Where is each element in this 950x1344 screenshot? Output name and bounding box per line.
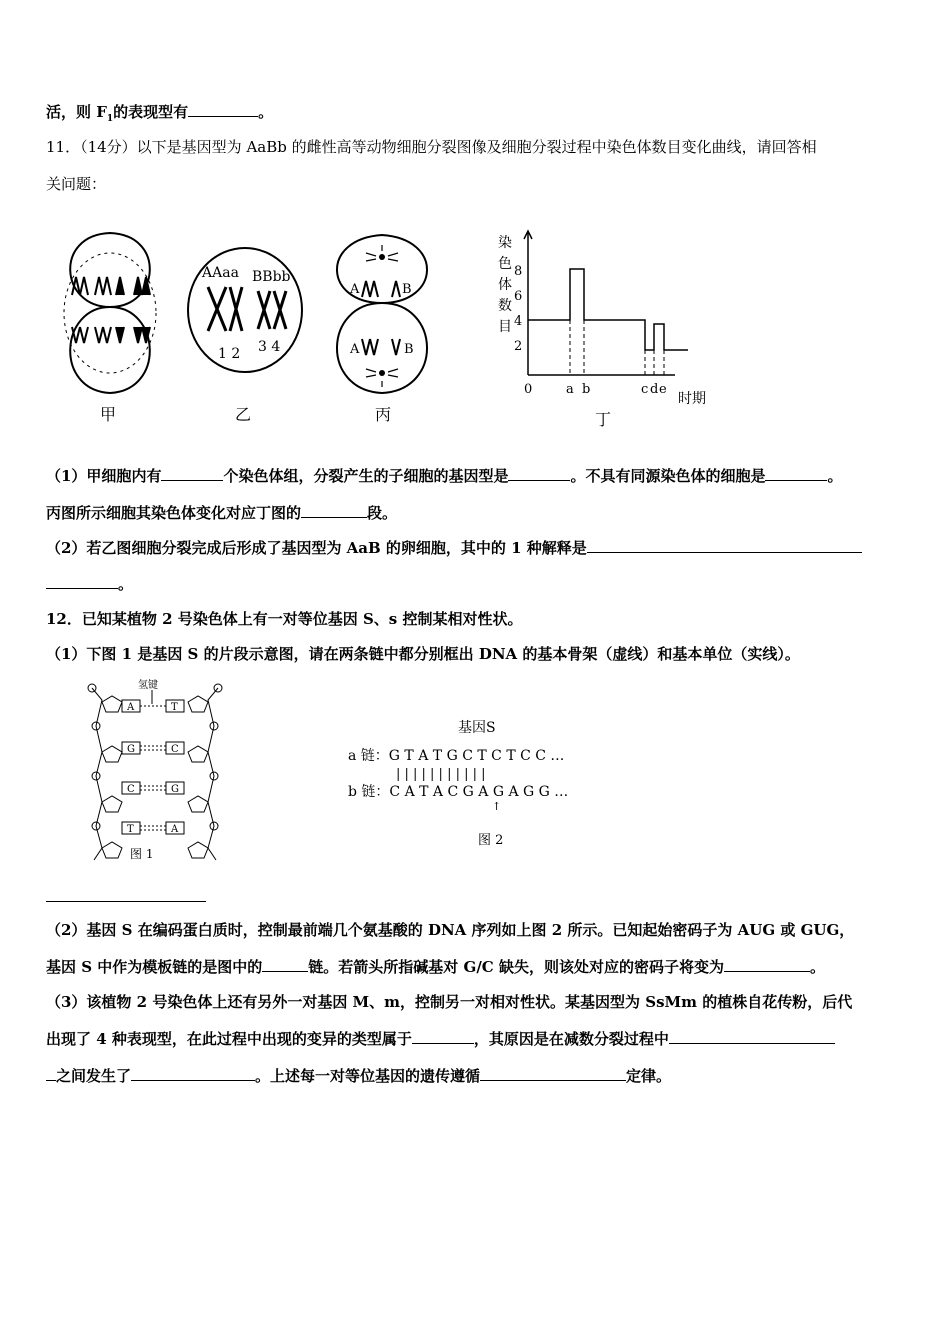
svg-text:a: a [566,382,574,397]
q11-part1-line2: 丙图所示细胞其染色体变化对应丁图的 段。 [46,504,398,522]
q11-stem-line1: 11．（14分）以下是基因型为 AaBb 的雌性高等动物细胞分裂图像及细胞分裂过程中染色体数目变化曲线，请回答相 [46,138,817,156]
svg-text:1 2: 1 2 [218,346,241,362]
fig2-label: 图 2 [478,833,504,848]
answer-blank[interactable] [131,1066,255,1081]
fig2-b-chain: b 链：C A T A C G A G A G G … [348,784,569,800]
svg-text:b: b [582,382,591,397]
answer-blank[interactable] [508,466,570,481]
svg-text:目: 目 [498,319,512,335]
fig2-arrow: ↑ [492,800,502,813]
cell-jia-label: 甲 [100,405,117,424]
answer-blank[interactable] [161,466,223,481]
q12-part3-line1: （3）该植物 2 号染色体上还有另外一对基因 M、m，控制另一对相对性状。某基因型为 SsMm 的植株自花传粉，后代 [46,993,853,1011]
answer-blank[interactable] [669,1029,835,1044]
svg-text:A: A [350,342,360,357]
q12-part2-line1: （2）基因 S 在编码蛋白质时，控制最前端几个氨基酸的 DNA 序列如上图 2 所示。已知起始密码子为 AUG 或 GUG， [46,921,855,939]
answer-blank[interactable] [301,503,367,518]
svg-text:色: 色 [498,256,512,272]
svg-text:数: 数 [498,298,512,314]
svg-text:d: d [650,382,659,397]
answer-blank[interactable] [46,901,206,902]
fig1-label: 图 1 [130,847,154,861]
svg-text:4: 4 [514,314,523,329]
q12-part3-line3: 之间发生了 。上述每一对等位基因的遗传遵循 定律。 [46,1066,906,1086]
answer-blank[interactable] [724,957,810,972]
graph-ding-label: 丁 [595,410,612,429]
svg-text:8: 8 [514,264,523,279]
q12-part3-line2: 出现了 4 种表现型，在此过程中出现的变异的类型属于 ，其原因是在减数分裂过程中 [46,1029,906,1049]
svg-text:体: 体 [498,277,512,293]
cell-jia [64,233,156,424]
svg-text:0: 0 [524,382,533,397]
answer-blank[interactable] [188,102,258,117]
q12-part2-line2: 基因 S 中作为模板链的是图中的 链。若箭头所指碱基对 G/C 缺失，则该处对应的密码子将变为 。 [46,958,825,976]
svg-text:6: 6 [514,289,523,304]
answer-blank[interactable] [480,1066,626,1081]
fig2-a-chain: a 链：G T A T G C T C T C C … [348,748,565,764]
svg-text:时期: 时期 [678,391,706,407]
q11-part1-line1: （1）甲细胞内有 个染色体组，分裂产生的子细胞的基因型是 。不具有同源染色体的细胞是 。 [46,467,843,485]
svg-text:3 4: 3 4 [258,339,281,355]
cell-yi-label: 乙 [235,405,252,424]
q11-figure [50,225,730,435]
svg-text:C: C [127,784,135,795]
svg-text:A: A [350,282,360,297]
q12-stem: 12．已知某植物 2 号染色体上有一对等位基因 S、s 控制某相对性状。 [46,610,523,628]
fig2-bars: | | | | | | | | | | | [396,767,486,782]
fig2-gene-s [340,710,600,860]
svg-text:G: G [171,784,179,795]
svg-text:B: B [404,342,414,357]
answer-blank[interactable] [587,538,862,553]
fig2-title: 基因S [458,720,496,736]
q11-part2-line2: 。 [46,574,906,594]
cell-bing-label: 丙 [375,405,392,424]
answer-blank[interactable] [262,957,308,972]
svg-text:c: c [641,382,649,397]
cell-yi [188,248,302,424]
q11-part2-line1: （2）若乙图细胞分裂完成后形成了基因型为 AaB 的卵细胞，其中的 1 种解释是 [46,538,906,558]
q12-part1: （1）下图 1 是基因 S 的片段示意图，请在两条链中都分别框出 DNA 的基本骨架（虚线）和基本单位（实线）。 [46,645,800,663]
svg-text:T: T [171,702,178,713]
svg-text:G: G [127,744,135,755]
answer-blank[interactable] [412,1029,474,1044]
svg-text:染: 染 [498,235,512,251]
answer-blank[interactable] [765,466,827,481]
svg-text:AAaa: AAaa [202,265,239,281]
graph-ding [498,231,706,429]
q11-stem-line2: 关问题： [46,175,107,193]
fig1-dna-fragment [80,676,240,866]
svg-text:B: B [402,282,412,297]
hbond-label: 氢键 [138,680,158,691]
answer-blank[interactable] [46,1066,56,1081]
svg-text:C: C [171,744,179,755]
cell-bing [337,235,427,424]
svg-text:A: A [171,824,179,835]
svg-text:BBbb: BBbb [252,269,291,285]
svg-text:A: A [127,702,135,713]
answer-blank[interactable] [46,574,118,589]
q10-tail-line: 活，则 $F_1$的表现型有 。 [46,103,274,124]
svg-text:e: e [659,382,667,397]
svg-text:T: T [127,824,134,835]
svg-text:2: 2 [514,339,523,354]
